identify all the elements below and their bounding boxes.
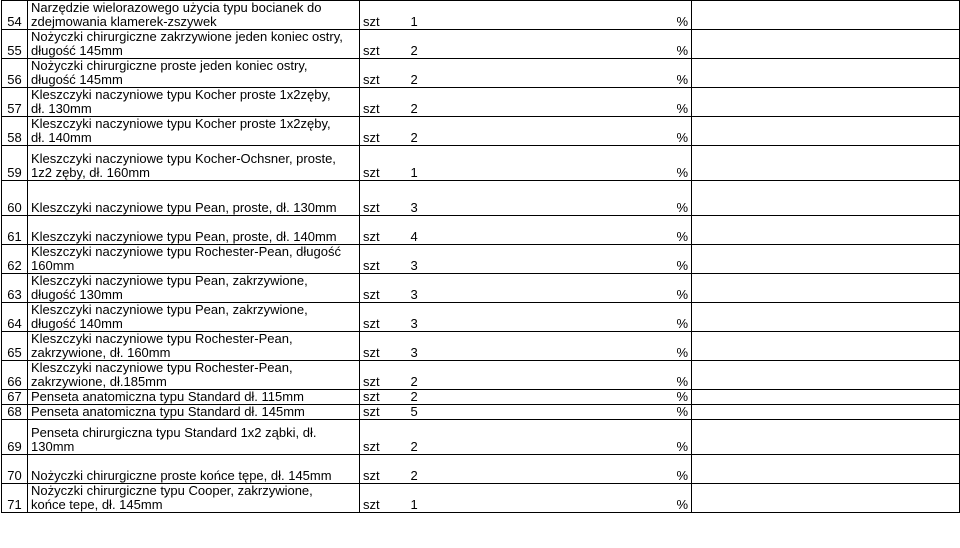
percent-cell: % xyxy=(664,59,692,88)
percent-cell: % xyxy=(664,484,692,513)
table-row xyxy=(2,361,960,390)
table-row xyxy=(2,245,960,274)
empty-cell xyxy=(692,245,960,274)
item-description: Kleszczyki naczyniowe typu Kocher-Ochsner, proste, 1z2 zęby, dł. 160mm xyxy=(28,146,360,181)
unit-cell: szt xyxy=(360,390,408,405)
percent-cell: % xyxy=(664,455,692,484)
row-number: 61 xyxy=(2,216,28,245)
empty-cell xyxy=(692,361,960,390)
item-description: Kleszczyki naczyniowe typu Rochester-Pean, długość 160mm xyxy=(28,245,360,274)
empty-cell xyxy=(692,390,960,405)
percent-cell: % xyxy=(664,245,692,274)
quantity-cell: 2 xyxy=(408,88,664,117)
empty-cell xyxy=(692,455,960,484)
row-number: 64 xyxy=(2,303,28,332)
row-number: 57 xyxy=(2,88,28,117)
percent-cell: % xyxy=(664,405,692,420)
empty-cell xyxy=(692,405,960,420)
row-number: 58 xyxy=(2,117,28,146)
item-description: Nożyczki chirurgiczne zakrzywione jeden koniec ostry, długość 145mm xyxy=(28,30,360,59)
quantity-cell: 4 xyxy=(408,216,664,245)
table-row xyxy=(2,181,960,216)
table-row xyxy=(2,332,960,361)
row-number: 60 xyxy=(2,181,28,216)
row-number: 63 xyxy=(2,274,28,303)
unit-cell: szt xyxy=(360,455,408,484)
quantity-cell: 3 xyxy=(408,181,664,216)
quantity-cell: 1 xyxy=(408,1,664,30)
percent-cell: % xyxy=(664,303,692,332)
percent-cell: % xyxy=(664,1,692,30)
table-row xyxy=(2,420,960,455)
row-number: 68 xyxy=(2,405,28,420)
row-number: 67 xyxy=(2,390,28,405)
unit-cell: szt xyxy=(360,332,408,361)
item-description: Kleszczyki naczyniowe typu Pean, zakrzywione, długość 140mm xyxy=(28,303,360,332)
percent-cell: % xyxy=(664,88,692,117)
item-description: Penseta anatomiczna typu Standard dł. 115mm xyxy=(28,390,360,405)
price-table xyxy=(1,0,960,513)
percent-cell: % xyxy=(664,146,692,181)
row-number: 65 xyxy=(2,332,28,361)
row-number: 56 xyxy=(2,59,28,88)
table-row xyxy=(2,117,960,146)
quantity-cell: 2 xyxy=(408,117,664,146)
unit-cell: szt xyxy=(360,420,408,455)
item-description: Nożyczki chirurgiczne proste jeden koniec ostry, długość 145mm xyxy=(28,59,360,88)
quantity-cell: 5 xyxy=(408,405,664,420)
item-description: Nożyczki chirurgiczne typu Cooper, zakrzywione, końce tepe, dł. 145mm xyxy=(28,484,360,513)
unit-cell: szt xyxy=(360,361,408,390)
item-description: Kleszczyki naczyniowe typu Pean, zakrzywione, długość 130mm xyxy=(28,274,360,303)
table-body xyxy=(2,1,960,513)
percent-cell: % xyxy=(664,390,692,405)
empty-cell xyxy=(692,59,960,88)
table-row xyxy=(2,274,960,303)
row-number: 59 xyxy=(2,146,28,181)
item-description: Narzędzie wielorazowego użycia typu bocianek do zdejmowania klamerek-zszywek xyxy=(28,1,360,30)
item-description: Kleszczyki naczyniowe typu Rochester-Pean, zakrzywione, dł.185mm xyxy=(28,361,360,390)
empty-cell xyxy=(692,117,960,146)
item-description: Kleszczyki naczyniowe typu Rochester-Pean, zakrzywione, dł. 160mm xyxy=(28,332,360,361)
quantity-cell: 2 xyxy=(408,361,664,390)
empty-cell xyxy=(692,216,960,245)
empty-cell xyxy=(692,181,960,216)
unit-cell: szt xyxy=(360,303,408,332)
quantity-cell: 2 xyxy=(408,390,664,405)
quantity-cell: 2 xyxy=(408,59,664,88)
table-row xyxy=(2,405,960,420)
item-description: Kleszczyki naczyniowe typu Kocher proste 1x2zęby, dł. 140mm xyxy=(28,117,360,146)
table-row xyxy=(2,146,960,181)
percent-cell: % xyxy=(664,216,692,245)
unit-cell: szt xyxy=(360,484,408,513)
empty-cell xyxy=(692,146,960,181)
unit-cell: szt xyxy=(360,146,408,181)
percent-cell: % xyxy=(664,117,692,146)
quantity-cell: 3 xyxy=(408,274,664,303)
row-number: 70 xyxy=(2,455,28,484)
quantity-cell: 3 xyxy=(408,332,664,361)
table-row xyxy=(2,30,960,59)
table-row xyxy=(2,88,960,117)
row-number: 69 xyxy=(2,420,28,455)
row-number: 55 xyxy=(2,30,28,59)
item-description: Penseta anatomiczna typu Standard dł. 145mm xyxy=(28,405,360,420)
empty-cell xyxy=(692,420,960,455)
unit-cell: szt xyxy=(360,216,408,245)
quantity-cell: 1 xyxy=(408,484,664,513)
empty-cell xyxy=(692,332,960,361)
percent-cell: % xyxy=(664,30,692,59)
percent-cell: % xyxy=(664,274,692,303)
unit-cell: szt xyxy=(360,405,408,420)
empty-cell xyxy=(692,484,960,513)
table-row xyxy=(2,59,960,88)
row-number: 62 xyxy=(2,245,28,274)
quantity-cell: 2 xyxy=(408,455,664,484)
unit-cell: szt xyxy=(360,59,408,88)
item-description: Kleszczyki naczyniowe typu Pean, proste, dł. 130mm xyxy=(28,181,360,216)
unit-cell: szt xyxy=(360,274,408,303)
item-description: Kleszczyki naczyniowe typu Pean, proste, dł. 140mm xyxy=(28,216,360,245)
unit-cell: szt xyxy=(360,117,408,146)
empty-cell xyxy=(692,274,960,303)
quantity-cell: 1 xyxy=(408,146,664,181)
table-row xyxy=(2,303,960,332)
unit-cell: szt xyxy=(360,181,408,216)
percent-cell: % xyxy=(664,361,692,390)
item-description: Kleszczyki naczyniowe typu Kocher proste 1x2zęby, dł. 130mm xyxy=(28,88,360,117)
quantity-cell: 2 xyxy=(408,420,664,455)
unit-cell: szt xyxy=(360,245,408,274)
quantity-cell: 3 xyxy=(408,245,664,274)
percent-cell: % xyxy=(664,181,692,216)
item-description: Nożyczki chirurgiczne proste końce tępe, dł. 145mm xyxy=(28,455,360,484)
row-number: 66 xyxy=(2,361,28,390)
empty-cell xyxy=(692,303,960,332)
row-number: 54 xyxy=(2,1,28,30)
unit-cell: szt xyxy=(360,88,408,117)
item-description: Penseta chirurgiczna typu Standard 1x2 ząbki, dł. 130mm xyxy=(28,420,360,455)
quantity-cell: 2 xyxy=(408,30,664,59)
unit-cell: szt xyxy=(360,30,408,59)
percent-cell: % xyxy=(664,332,692,361)
unit-cell: szt xyxy=(360,1,408,30)
row-number: 71 xyxy=(2,484,28,513)
table-row xyxy=(2,390,960,405)
empty-cell xyxy=(692,1,960,30)
table-row xyxy=(2,216,960,245)
table-row xyxy=(2,484,960,513)
percent-cell: % xyxy=(664,420,692,455)
quantity-cell: 3 xyxy=(408,303,664,332)
empty-cell xyxy=(692,30,960,59)
table-row xyxy=(2,455,960,484)
empty-cell xyxy=(692,88,960,117)
table-row xyxy=(2,1,960,30)
